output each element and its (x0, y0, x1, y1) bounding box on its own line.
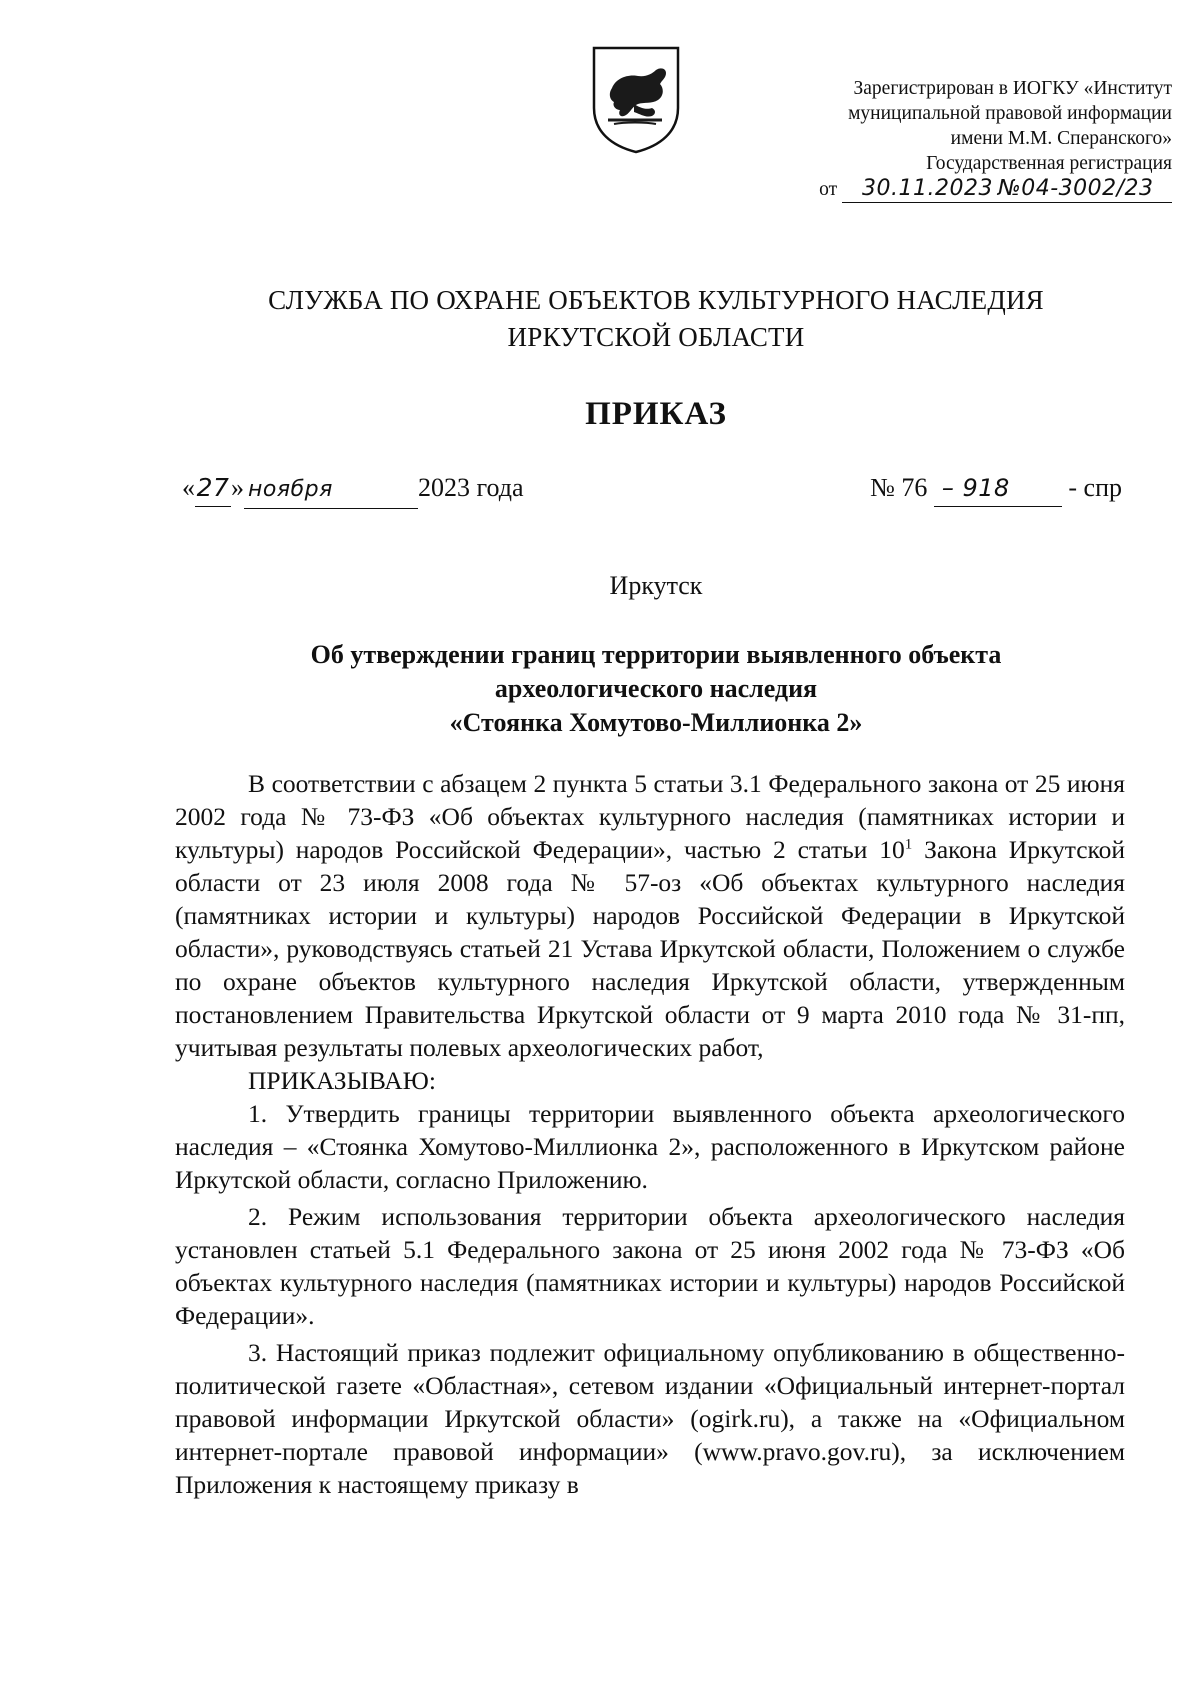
irkutsk-coat-of-arms-icon (590, 44, 682, 156)
registration-number: №04-3002/23 (997, 176, 1154, 201)
organization-line-2: ИРКУТСКОЙ ОБЛАСТИ (507, 322, 805, 352)
subject-line-1: Об утверждении границ территории выявленного объекта (310, 640, 1002, 669)
date-close-quote: » (231, 473, 244, 502)
order-number-prefix: № 76 (870, 473, 928, 502)
order-number-suffix: - спр (1068, 473, 1122, 502)
order-year: 2023 года (418, 473, 524, 502)
body-paragraph-1: 1. Утвердить границы территории выявленного объекта археологического наследия – «Стоянка Хомутово-Миллионка 2», расположенного в Иркутском районе Иркутской области, согласно Приложению. (175, 1099, 1125, 1194)
organization-line-1: СЛУЖБА ПО ОХРАНЕ ОБЪЕКТОВ КУЛЬТУРНОГО НАСЛЕДИЯ (268, 285, 1044, 315)
organization-name (0, 282, 1200, 356)
registration-handwritten (842, 176, 1172, 203)
preamble-superscript: 1 (904, 836, 913, 853)
order-number-value: – 918 (934, 470, 1062, 507)
order-word: ПРИКАЗЫВАЮ: (248, 1066, 436, 1095)
order-day: 27 (195, 470, 231, 507)
preamble-text-b: Закона Иркутской области от 23 июля 2008 года № 57-оз «Об объектах культурного наследия (памятниках истории и культуры) народов Российской Федерации в Иркутской области», руководствуясь статьей 21 Устава Иркутской области, Положением о службе по охране объектов культурного наследия Иркутской области, утвержденным постановлением Правительства Иркутской области от 9 марта 2010 года № 31-пп, учитывая результаты полевых археологических работ, (175, 835, 1125, 1062)
registration-from-label: от (819, 179, 838, 200)
subject-line-2: археологического наследия (494, 674, 818, 703)
registration-line-1: Зарегистрирован в ИОГКУ «Институт (853, 78, 1172, 99)
body-paragraph-3: 3. Настоящий приказ подлежит официальному опубликованию в общественно-политической газете «Областная», сетевом издании «Официальный интернет-портал правовой информации Иркутской области» (ogirk.ru), а также на «Официальном интернет-портале правовой информации» (www.pravo.gov.ru), за исключением Приложения к настоящему приказу в (175, 1338, 1125, 1499)
order-month: ноября (244, 472, 418, 509)
city-name: Иркутск (609, 571, 703, 600)
subject-line-3: «Стоянка Хомутово-Миллионка 2» (449, 708, 863, 737)
document-title: ПРИКАЗ (585, 396, 727, 432)
document-body (175, 767, 1125, 1501)
preamble-text-a: В соответствии с абзацем 2 пункта 5 статьи 3.1 Федерального закона от 25 июня 2002 года № 73-ФЗ «Об объектах культурного наследия (памятниках истории и культуры) народов Российской Федерации», частью 2 статьи 10 (175, 769, 1125, 864)
body-paragraph-preamble (175, 767, 1125, 1064)
registration-line-2: муниципальной правовой информации (848, 103, 1172, 124)
registration-date-line (752, 176, 1172, 203)
body-paragraph-2: 2. Режим использования территории объекта археологического наследия установлен статьей 5.1 Федерального закона от 25 июня 2002 года № 73-ФЗ «Об объектах культурного наследия (памятниках истории и культуры) народов Российской Федерации». (175, 1202, 1125, 1330)
registration-line-4: Государственная регистрация (926, 153, 1172, 174)
order-number (870, 470, 1122, 507)
order-date (182, 470, 524, 509)
date-open-quote: « (182, 473, 195, 502)
registration-date: 30.11.2023 (862, 176, 993, 201)
registration-block (752, 76, 1172, 203)
registration-line-3: имени М.М. Сперанского» (950, 128, 1172, 149)
order-subject (0, 638, 1200, 740)
